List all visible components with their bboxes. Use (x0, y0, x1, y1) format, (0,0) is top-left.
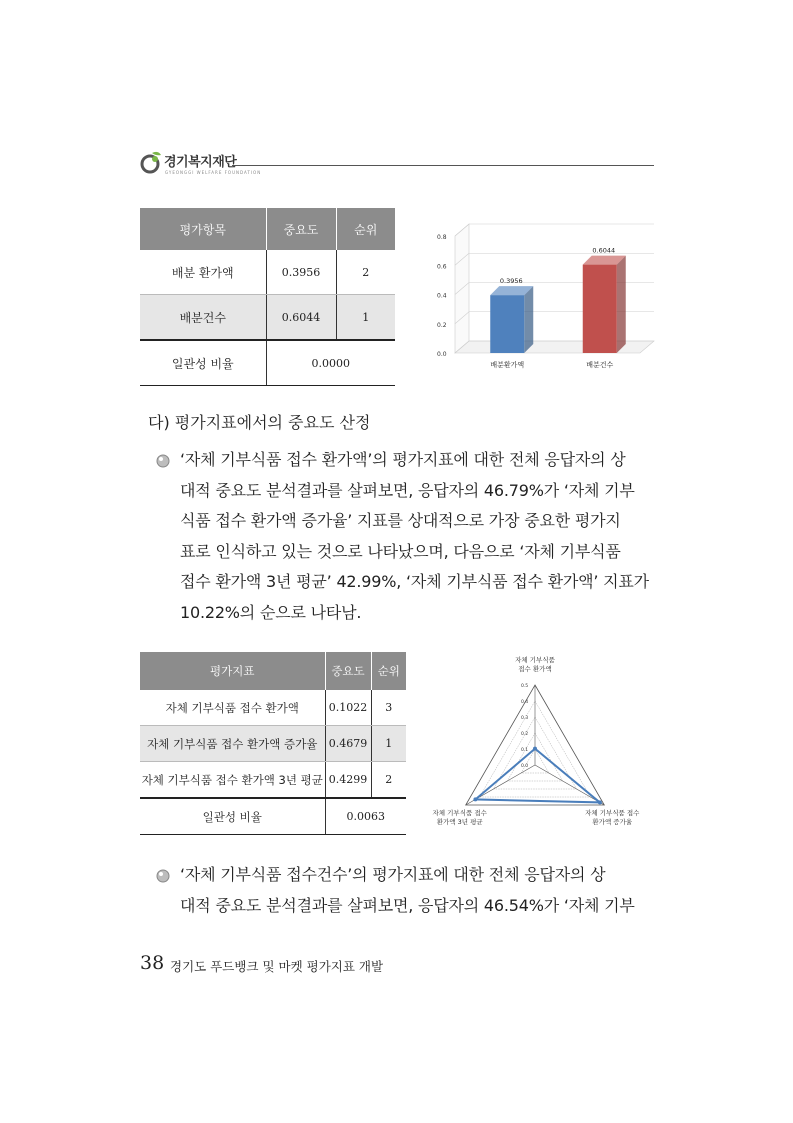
paragraph-line: 접수 환가액 3년 평균’ 42.99%, ‘자체 기부식품 접수 환가액’ 지표가 (180, 572, 649, 591)
footer-title: 경기도 푸드뱅크 및 마켓 평가지표 개발 (170, 959, 384, 974)
paragraph-line: ‘자체 기부식품 접수건수’의 평가지표에 대한 전체 응답자의 상 (180, 865, 606, 884)
y-tick-label: 0.2 (437, 321, 447, 329)
paragraph-line: 식품 접수 환가액 증가율’ 지표를 상대적으로 가장 중요한 평가지 (180, 511, 621, 530)
bar-side (524, 286, 533, 353)
column-header: 중요도 (325, 652, 371, 690)
item-cell: 배분건수 (140, 295, 266, 341)
importance-table-2 (140, 652, 406, 835)
organization-subtitle: GYEONGGI WELFARE FOUNDATION (165, 170, 262, 175)
data-label: 0.3956 (499, 277, 523, 286)
radar-point (598, 800, 602, 804)
column-header: 순위 (371, 652, 406, 690)
importance-radar-chart (410, 652, 660, 827)
r-tick-label: 0.5 (521, 684, 529, 689)
gridline (455, 224, 654, 236)
table-row (140, 762, 406, 799)
x-tick-label: 배분건수 (586, 361, 614, 369)
radar-axis-label: 접수 환가액 (518, 665, 552, 673)
rank-cell: 1 (336, 295, 395, 341)
importance-table-1 (140, 208, 395, 386)
radar-series-line (475, 749, 599, 803)
bar (583, 265, 617, 353)
rank-cell: 3 (371, 690, 406, 726)
y-tick-label: 0.8 (437, 234, 447, 241)
table-row (140, 726, 406, 762)
radar-axis-label: 자체 기부식품 접수 (432, 809, 487, 817)
y-tick-label: 0.4 (437, 292, 447, 300)
consistency-label: 일관성 비율 (140, 340, 266, 386)
r-tick-label: 0.3 (521, 716, 529, 721)
section-heading: 다) 평가지표에서의 중요도 산정 (148, 413, 371, 432)
table-row (140, 295, 395, 341)
y-tick-label: 0.0 (437, 351, 447, 358)
radar-axis-label: 환가액 증가율 (592, 818, 633, 826)
consistency-label: 일관성 비율 (140, 798, 325, 835)
importance-cell: 0.1022 (325, 690, 371, 726)
table-row (140, 250, 395, 295)
item-cell: 배분 환가액 (140, 250, 266, 295)
y-tick-label: 0.6 (437, 263, 447, 271)
rank-cell: 2 (371, 762, 406, 799)
r-tick-label: 0.1 (521, 748, 529, 753)
paragraph-1 (180, 445, 656, 628)
rank-cell: 2 (336, 250, 395, 295)
x-tick-label: 배분환가액 (490, 361, 525, 369)
importance-bar-chart (420, 208, 660, 378)
table-header-row (140, 208, 395, 250)
radar-axis-label: 환가액 3년 평균 (436, 818, 483, 826)
foundation-logo-icon (140, 150, 162, 176)
importance-cell: 0.6044 (266, 295, 336, 341)
bar (490, 295, 524, 353)
bar-side (617, 256, 626, 353)
paragraph-line: 10.22%의 순으로 나타남. (180, 602, 362, 622)
radar-axis-label: 자체 기부식품 (515, 656, 555, 664)
paragraph-line: 대적 중요도 분석결과를 살펴보면, 응답자의 46.79%가 ‘자체 기부 (180, 480, 635, 500)
consistency-row (140, 340, 395, 386)
header-divider (232, 165, 654, 166)
table-row (140, 690, 406, 726)
r-tick-label: 0.0 (521, 764, 529, 769)
item-cell: 자체 기부식품 접수 환가액 (140, 690, 325, 726)
r-tick-label: 0.2 (521, 732, 529, 737)
item-cell: 자체 기부식품 접수 환가액 3년 평균 (140, 762, 325, 799)
radar-point (533, 747, 537, 751)
radar-point (473, 797, 477, 801)
paragraph-line: 표로 인식하고 있는 것으로 나타났으며, 다음으로 ‘자체 기부식품 (180, 541, 621, 561)
column-header: 중요도 (266, 208, 336, 250)
paragraph-2 (180, 860, 656, 921)
column-header: 평가지표 (140, 652, 325, 690)
organization-name: 경기복지재단 (164, 155, 237, 170)
paragraph-line: ‘자체 기부식품 접수 환가액’의 평가지표에 대한 전체 응답자의 상 (180, 450, 626, 469)
page-number: 38 (140, 952, 165, 974)
bullet-icon (156, 869, 170, 883)
table-header-row (140, 652, 406, 690)
radar-axis-label: 자체 기부식품 접수 (585, 809, 640, 817)
data-label: 0.6044 (592, 246, 616, 255)
r-tick-label: 0.4 (521, 700, 529, 705)
paragraph-line: 대적 중요도 분석결과를 살펴보면, 응답자의 46.54%가 ‘자체 기부 (180, 895, 635, 915)
consistency-value: 0.0000 (266, 340, 395, 386)
radar-axis (535, 765, 604, 805)
rank-cell: 1 (371, 726, 406, 762)
column-header: 평가항목 (140, 208, 266, 250)
importance-cell: 0.4299 (325, 762, 371, 799)
importance-cell: 0.3956 (266, 250, 336, 295)
column-header: 순위 (336, 208, 395, 250)
item-cell: 자체 기부식품 접수 환가액 증가율 (140, 726, 325, 762)
consistency-row (140, 798, 406, 835)
importance-cell: 0.4679 (325, 726, 371, 762)
bullet-icon (156, 454, 170, 468)
consistency-value: 0.0063 (325, 798, 406, 835)
